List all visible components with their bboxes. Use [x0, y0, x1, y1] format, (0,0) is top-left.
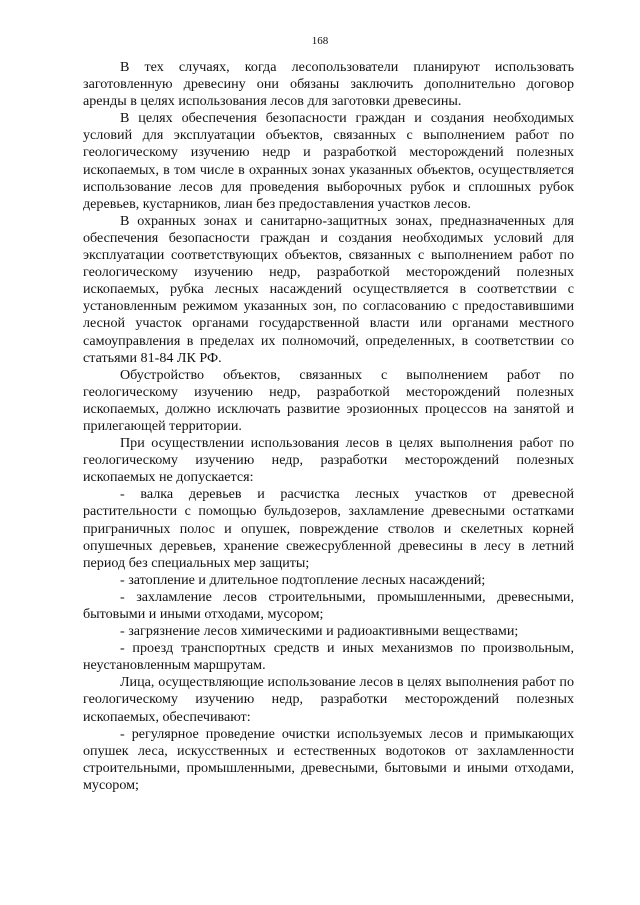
- paragraph-erosion: Обустройство объектов, связанных с выполнением работ по геологическому изучению недр, разработкой месторождений полезных ископаемых, должно исключать развитие эрозионных процессов на занятой и прилегающей территории.: [83, 366, 574, 434]
- list-item-cleaning: - регулярное проведение очистки используемых лесов и примыкающих опушек леса, искусственных и естественных водотоков от захламленности строительными, промышленными, древесными, бытовыми и иными отходами, мусором;: [83, 725, 574, 793]
- list-item-pollution: - загрязнение лесов химическими и радиоактивными веществами;: [120, 623, 519, 640]
- list-item-littering: - захламление лесов строительными, промышленными, древесными, бытовыми и иными отходами, мусором;: [83, 588, 574, 622]
- page-number: 168: [311, 35, 329, 47]
- list-item-vehicles: - проезд транспортных средств и иных механизмов по произвольным, неустановленным маршрутам.: [83, 640, 574, 674]
- list-item-flooding: - затопление и длительное подтопление лесных насаждений;: [120, 571, 486, 588]
- document-body: [83, 59, 574, 794]
- paragraph-timber-use: В тех случаях, когда лесопользователи планируют использовать заготовленную древесину они обязаны заключить дополнительно договор аренды в целях использования лесов для заготовки древесины.: [83, 59, 574, 110]
- paragraph-safety-logging: В целях обеспечения безопасности граждан и создания необходимых условий для эксплуатации объектов, связанных с выполнением работ по геологическому изучению недр и разработкой месторождений полезных ископаемых, в том числе в охранных зонах указанных объектов, осуществляется использование лесов для проведения выборочных рубок и сплошных рубок деревьев, кустарников, лиан без предоставления участков лесов.: [83, 110, 574, 212]
- list-item-felling: - валка деревьев и расчистка лесных участков от древесной растительности с помощью бульдозеров, захламление древесными остатками приграничных полос и опушек, повреждение стволов и скелетных корней опушечных деревьев, хранение свежесрубленной древесины в лесу в летний период без специальных мер защиты;: [83, 486, 574, 571]
- paragraph-protection-zones: В охранных зонах и санитарно-защитных зонах, предназначенных для обеспечения безопасности граждан и создания необходимых условий для эксплуатации соответствующих объектов, связанных с выполнением работ по геологическому изучению недр, разработкой месторождений полезных ископаемых, рубка лесных насаждений осуществляется в соответствии с установленным режимом указанных зон, по согласованию с предоставившими лесной участок органами государственной власти или органами местного самоуправления в пределах их полномочий, определенных, в соответствии со статьями 81-84 ЛК РФ.: [83, 212, 574, 366]
- paragraph-prohibitions-intro: При осуществлении использования лесов в целях выполнения работ по геологическому изучению недр, разработки месторождений полезных ископаемых не допускается:: [83, 435, 574, 486]
- paragraph-obligations-intro: Лица, осуществляющие использование лесов в целях выполнения работ по геологическому изучению недр, разработки месторождений полезных ископаемых, обеспечивают:: [83, 674, 574, 725]
